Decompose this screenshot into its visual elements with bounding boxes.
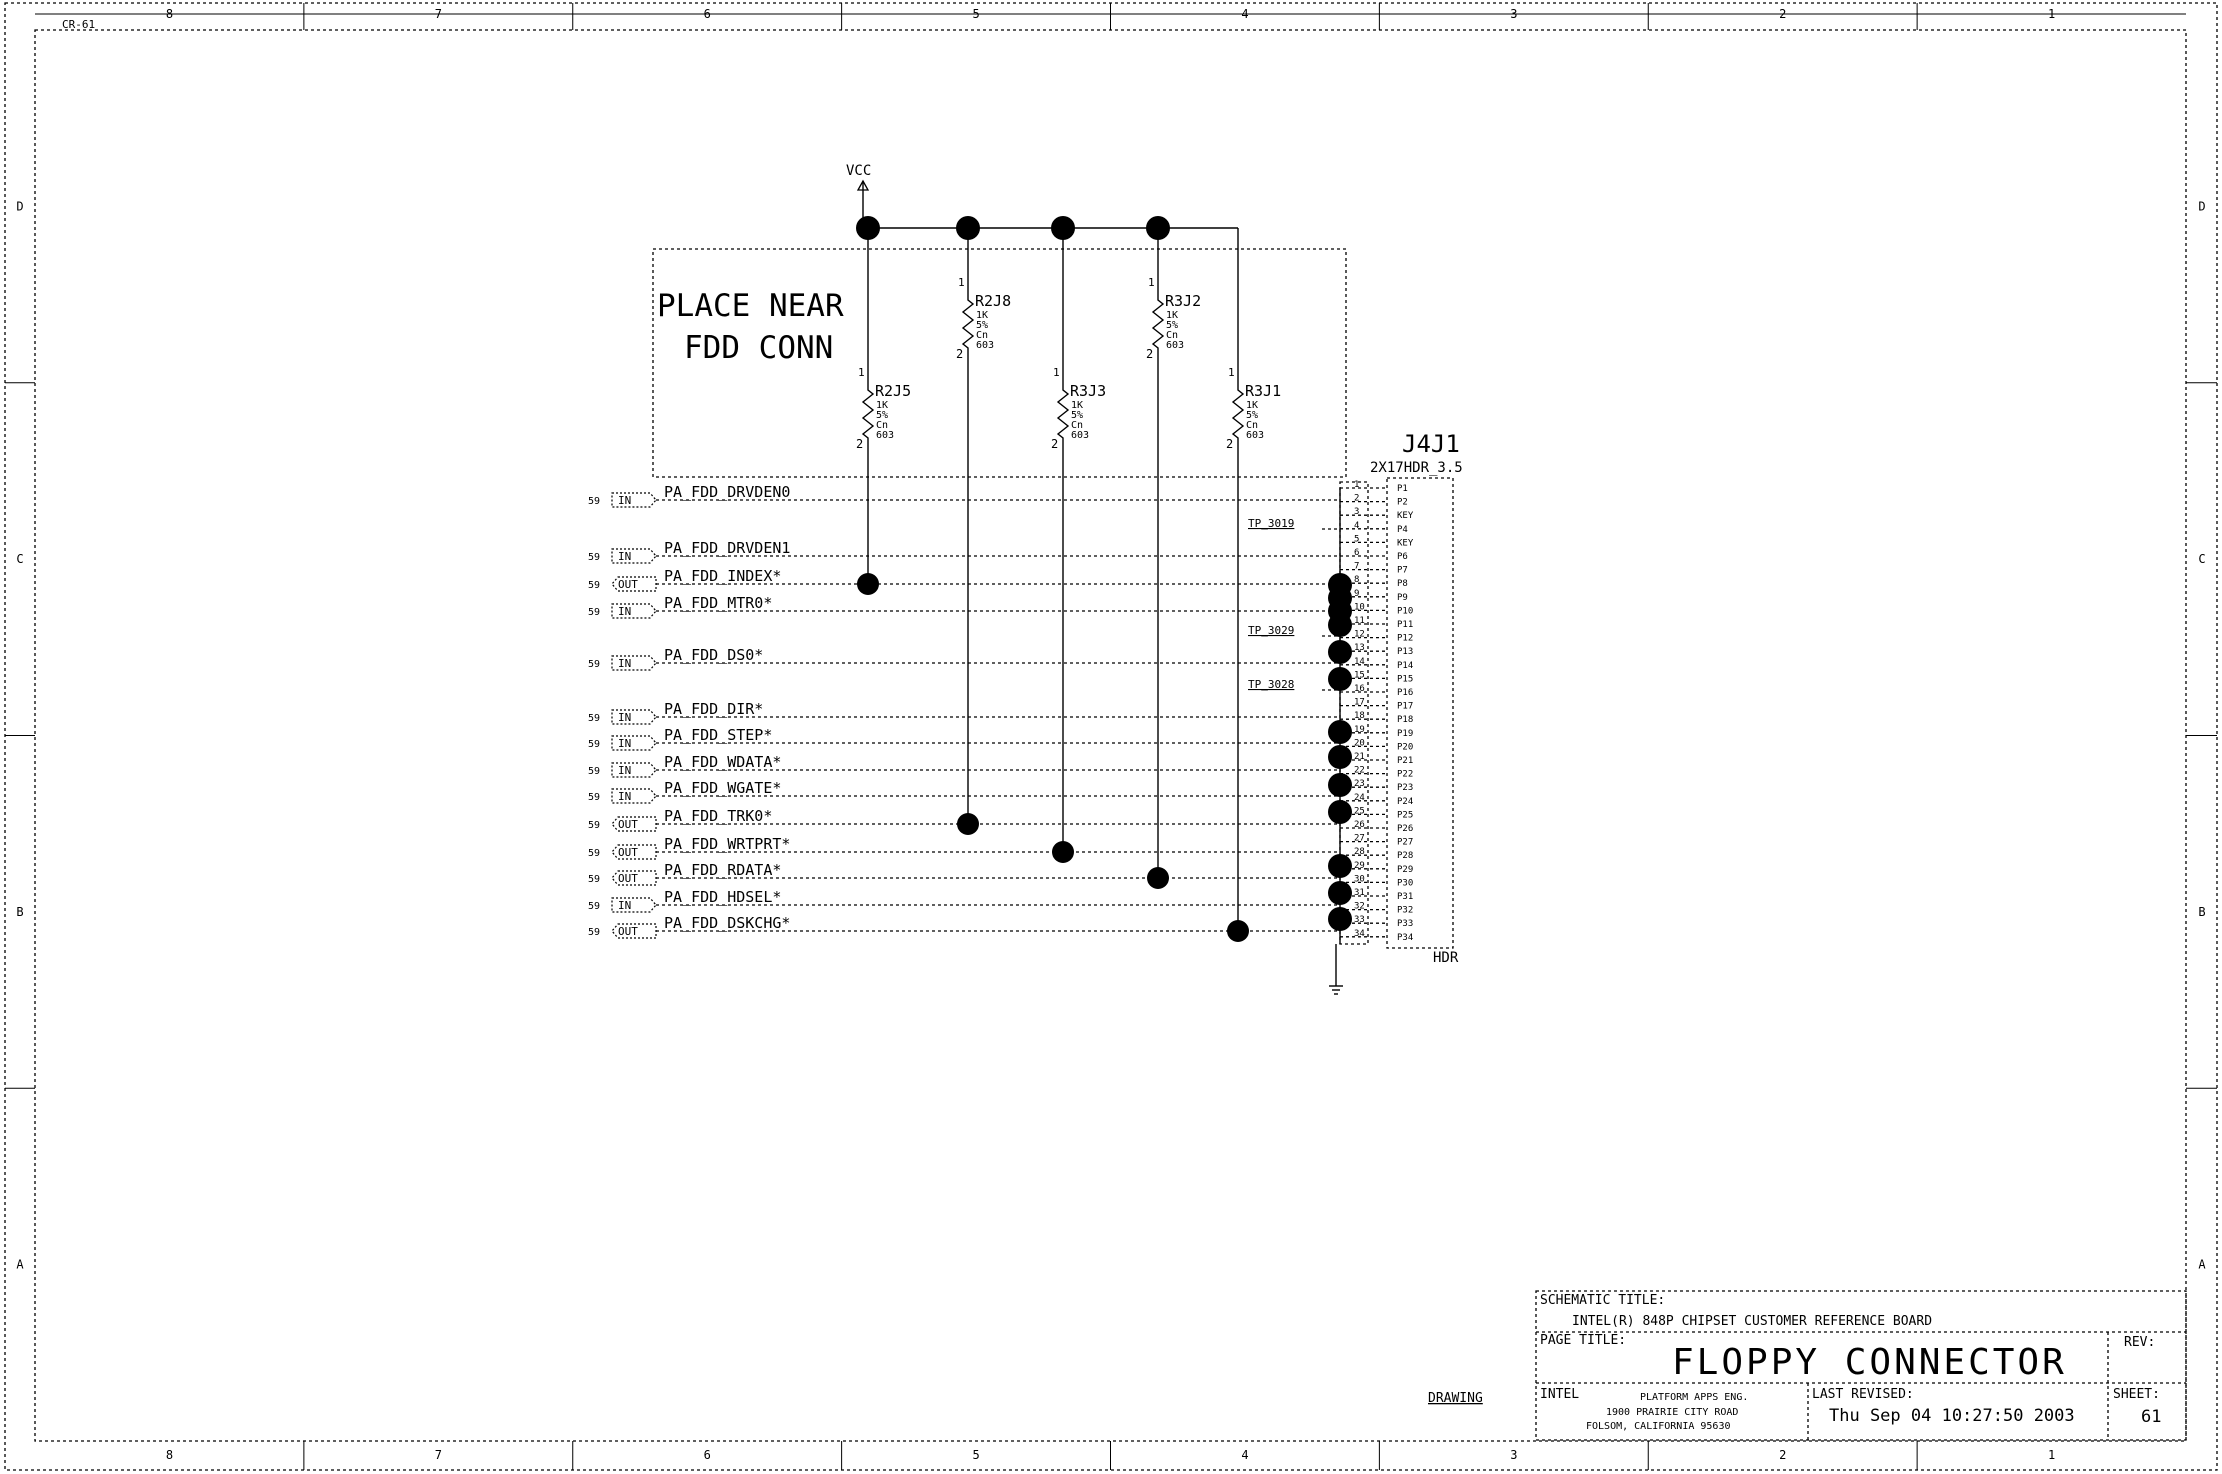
connector-pin-number: 19 [1354,724,1365,735]
connector-pin-number: 2 [1354,493,1360,504]
page-title: FLOPPY CONNECTOR [1672,1342,2067,1383]
connector-pin-number: 12 [1354,629,1365,640]
resistor-size: 603 [1166,340,1185,351]
address-line-2: 1900 PRAIRIE CITY ROAD [1606,1407,1739,1418]
resistor-ref: R3J1 [1245,382,1282,400]
connector-pin-number: 4 [1354,520,1360,531]
resistor-r2j5 [856,366,911,451]
connector-pin-number: 34 [1354,928,1365,939]
connector-pin-name: P6 [1397,552,1408,562]
zone-col-top: 7 [434,7,442,21]
connector-pin-number: 9 [1354,588,1360,599]
zone-row-right: C [2198,552,2206,567]
connector-pin-name: P14 [1397,660,1414,671]
signal-pa-fdd-rdata- [588,861,1340,889]
connector-pin-number: 15 [1354,670,1365,681]
signal-pa-fdd-drvden0 [588,483,1340,507]
zone-col-bottom: 8 [165,1448,174,1462]
ground-junction-dot [1328,667,1352,691]
resistor-tolerance: 5% [1246,410,1259,421]
last-revised-label: LAST REVISED: [1812,1387,1914,1402]
zone-col-top: 2 [1779,7,1787,21]
zone-col-bottom: 3 [1510,1448,1518,1462]
zone-col-top: 3 [1510,7,1518,21]
connector-pin-name: P19 [1397,728,1414,739]
port-direction: OUT [618,578,638,591]
page-title-label: PAGE TITLE: [1540,1333,1627,1348]
sheet-label: SHEET: [2113,1387,2160,1402]
connector-type: HDR [1433,950,1459,966]
zone-col-bottom: 4 [1241,1448,1249,1462]
vcc-label: VCC [846,163,872,179]
resistor-value: 1K [976,310,989,321]
signal-name: PA_FDD_STEP* [664,726,773,744]
connector-pin-number: 17 [1354,697,1365,708]
connector-pin-name: P12 [1397,633,1414,644]
test-point-label: TP_3028 [1248,678,1295,691]
connector-pin-number: 30 [1354,874,1365,885]
connector-pin-number: 1 [1354,480,1360,490]
resistor-pin1: 1 [958,276,965,289]
port-direction: IN [618,711,632,724]
port-direction: OUT [618,872,638,885]
ground-junction-dot [1328,613,1352,637]
ground-junction-dot [1328,640,1352,664]
signal-pa-fdd-dskchg- [588,914,1340,942]
connector-pin-name: P9 [1397,592,1408,603]
connector-pin-number: 11 [1354,616,1365,626]
connector-pin-name: P29 [1397,864,1414,875]
zone-row-left: A [16,1257,24,1272]
port-direction: OUT [618,818,638,831]
connector-pin-name: P15 [1397,674,1414,685]
connector-pin-number: 6 [1354,548,1360,558]
ground-junction-dot [1328,773,1352,797]
connector-pins [1328,480,1414,944]
test-point-label: TP_3029 [1248,624,1295,637]
port-direction: IN [618,550,632,563]
signal-pa-fdd-dir- [588,700,1340,724]
ground-junction-dot [1328,854,1352,878]
connector-pin-name: P7 [1397,565,1408,576]
signal-page-ref: 59 [588,713,601,724]
address-line-3: FOLSOM, CALIFORNIA 95630 [1586,1421,1731,1432]
signal-page-ref: 59 [588,607,601,618]
port-direction: IN [618,605,632,618]
connector-pin-number: 5 [1354,534,1360,545]
zone-markers [5,3,2217,1470]
connector-pin-name: P21 [1397,756,1414,766]
resistor-r3j1 [1226,366,1281,451]
signal-pa-fdd-step- [588,726,1340,750]
connector-ref: J4J1 [1402,430,1460,458]
connector-pin-name: P28 [1397,851,1414,862]
signal-pa-fdd-mtr0- [588,594,1340,618]
port-direction: IN [618,737,632,750]
connector-pin-number: 10 [1354,602,1365,613]
address-line-1: PLATFORM APPS ENG. [1640,1392,1749,1403]
resistor-package: Cn [976,330,989,341]
test-point-label: TP_3019 [1248,517,1295,530]
signal-pa-fdd-ds0- [588,646,1340,670]
signal-name: PA_FDD_RDATA* [664,861,782,879]
signal-junction-dot [1052,841,1074,863]
resistor-tolerance: 5% [976,320,989,331]
signal-page-ref: 59 [588,580,601,591]
resistor-size: 603 [876,430,895,441]
signal-pa-fdd-hdsel- [588,888,1340,912]
zone-col-bottom: 6 [703,1448,711,1462]
connector-pin-name: P10 [1397,606,1414,617]
title-block [1536,1291,2186,1440]
resistor-package: Cn [876,420,889,431]
connector-pin-name: KEY [1397,511,1414,522]
signal-pa-fdd-wgate- [588,779,1340,803]
zone-col-bottom: 1 [2047,1448,2056,1462]
signal-ports [588,483,1340,942]
ground-junction-dot [1328,907,1352,931]
resistor-package: Cn [1071,420,1084,431]
connector-pin-number: 23 [1354,779,1365,790]
zone-col-bottom: 7 [434,1448,442,1462]
connector-pin-number: 13 [1354,643,1365,654]
connector-pin-name: P8 [1397,579,1408,590]
signal-page-ref: 59 [588,820,601,831]
connector-pin-name: P4 [1397,524,1408,535]
resistor-value: 1K [1246,400,1259,411]
ground-junction-dot [1328,745,1352,769]
connector-pin-name: P1 [1397,484,1408,494]
connector-pin-name: P27 [1397,837,1414,848]
connector-pin-number: 27 [1354,833,1365,844]
port-direction: IN [618,657,632,670]
connector-pin-name: P33 [1397,919,1414,930]
connector-pin-number: 33 [1354,915,1365,926]
connector-pin-number: 18 [1354,711,1365,722]
ground-symbol [1329,944,1343,994]
drawing-label: DRAWING [1428,1391,1483,1406]
connector-pin-number: 29 [1354,860,1365,871]
connector-pin-name: P25 [1397,810,1414,821]
connector-pin-name: P26 [1397,824,1414,834]
connector-pin-name: P30 [1397,878,1414,889]
zone-row-left: C [16,552,24,567]
resistor-value: 1K [876,400,889,411]
connector-pin-name: P32 [1397,905,1414,916]
resistor-r3j2 [1146,276,1201,361]
note-line-2: FDD CONN [684,330,834,366]
connector-pin-name: P17 [1397,701,1414,712]
resistor-pin2: 2 [856,437,864,451]
resistor-tolerance: 5% [1071,410,1084,421]
resistor-pin1: 1 [1053,366,1060,379]
resistor-ref: R2J5 [875,382,912,400]
port-direction: IN [618,494,632,507]
connector-pin-name: P24 [1397,796,1414,807]
ground-junction-dot [1328,800,1352,824]
resistor-pin2: 2 [1226,437,1234,451]
signal-page-ref: 59 [588,496,601,507]
schematic-title-label: SCHEMATIC TITLE: [1540,1293,1666,1308]
zone-col-top: 8 [165,7,174,21]
company-name: INTEL [1540,1387,1580,1402]
signal-junction-dot [1147,867,1169,889]
signal-name: PA_FDD_WGATE* [664,779,782,797]
zone-col-bottom: 2 [1779,1448,1787,1462]
signal-page-ref: 59 [588,792,601,803]
connector-pin-name: P2 [1397,497,1408,508]
signal-pa-fdd-wrtprt- [588,835,1340,863]
signal-name: PA_FDD_WRTPRT* [664,835,791,853]
resistor-pin1: 1 [858,366,865,379]
connector-pin-name: P18 [1397,715,1414,726]
resistor-ref: R2J8 [975,292,1012,310]
resistor-package: Cn [1166,330,1179,341]
signal-name: PA_FDD_MTR0* [664,594,773,612]
connector-pin-name: P20 [1397,742,1414,753]
connector-pin-number: 32 [1354,901,1365,912]
connector-pin-name: P13 [1397,647,1414,658]
connector-pin-number: 24 [1354,792,1365,803]
port-direction: IN [618,764,632,777]
connector-pin-name: P31 [1397,892,1414,902]
zone-row-left: D [16,199,24,214]
resistor-r2j8 [956,276,1011,361]
connector-pin-number: 21 [1354,752,1365,762]
sheet-id: CR-61 [62,18,96,31]
resistor-pin2: 2 [1146,347,1154,361]
sheet-frame [5,3,2217,1470]
signal-name: PA_FDD_DRVDEN1 [664,539,791,557]
signal-name: PA_FDD_TRK0* [664,807,773,825]
connector-pin-name: P16 [1397,688,1414,698]
connector-pin-number: 22 [1354,765,1365,776]
resistor-pin1: 1 [1148,276,1155,289]
port-direction: IN [618,899,632,912]
signal-page-ref: 59 [588,927,601,938]
signal-page-ref: 59 [588,901,601,912]
zone-col-top: 4 [1241,7,1249,21]
connector-pin-number: 26 [1354,820,1365,830]
connector-pin-name: KEY [1397,538,1414,549]
signal-pa-fdd-trk0- [588,807,1340,835]
connector-pin-number: 3 [1354,507,1360,518]
zone-row-right: B [2198,904,2206,919]
connector-pin-name: P22 [1397,769,1414,780]
last-revised-date: Thu Sep 04 10:27:50 2003 [1829,1406,2075,1426]
zone-row-left: B [16,904,24,919]
resistor-pin1: 1 [1228,366,1235,379]
resistor-pin2: 2 [1051,437,1059,451]
resistor-ref: R3J3 [1070,382,1107,400]
resistor-value: 1K [1166,310,1179,321]
connector-pin-number: 14 [1354,656,1365,667]
zone-row-right: A [2198,1257,2206,1272]
signal-name: PA_FDD_DRVDEN0 [664,483,791,501]
connector-pin-number: 7 [1354,561,1360,572]
connector-pin-name: P34 [1397,932,1414,943]
signal-page-ref: 59 [588,659,601,670]
sheet-number: 61 [2141,1407,2162,1427]
resistor-size: 603 [1246,430,1265,441]
signal-junction-dot [857,573,879,595]
zone-col-top: 1 [2047,7,2056,21]
resistor-tolerance: 5% [876,410,889,421]
port-direction: OUT [618,925,638,938]
signal-pa-fdd-drvden1 [588,539,1340,563]
port-direction: IN [618,790,632,803]
connector-pin-number: 25 [1354,806,1365,817]
connector-pin-name: P11 [1397,620,1414,630]
connector-part: 2X17HDR_3.5 [1370,460,1463,476]
placement-note [653,249,1346,477]
zone-col-top: 5 [972,7,980,21]
port-direction: OUT [618,846,638,859]
test-points [1248,517,1340,691]
rev-label: REV: [2124,1335,2156,1350]
schematic-title: INTEL(R) 848P CHIPSET CUSTOMER REFERENCE BOARD [1572,1314,1933,1329]
note-line-1: PLACE NEAR [657,288,844,324]
signal-page-ref: 59 [588,552,601,563]
connector-pin-number: 16 [1354,684,1365,694]
signal-page-ref: 59 [588,848,601,859]
zone-row-right: D [2198,199,2206,214]
signal-junction-dot [1227,920,1249,942]
signal-name: PA_FDD_DIR* [664,700,764,718]
connector-pin-number: 8 [1354,575,1360,586]
connector-pin-number: 31 [1354,888,1365,898]
signal-pa-fdd-wdata- [588,753,1340,777]
signal-name: PA_FDD_INDEX* [664,567,782,585]
resistor-size: 603 [976,340,995,351]
signal-page-ref: 59 [588,874,601,885]
zone-col-top: 6 [703,7,711,21]
ground-junction-dot [1328,720,1352,744]
resistor-size: 603 [1071,430,1090,441]
resistor-value: 1K [1071,400,1084,411]
resistor-tolerance: 5% [1166,320,1179,331]
signal-junction-dot [957,813,979,835]
connector-pin-name: P23 [1397,783,1414,794]
resistor-ref: R3J2 [1165,292,1202,310]
zone-col-bottom: 5 [972,1448,980,1462]
floppy-connector [1328,430,1463,966]
ground-junction-dot [1328,881,1352,905]
signal-name: PA_FDD_HDSEL* [664,888,782,906]
signal-name: PA_FDD_DSKCHG* [664,914,791,932]
resistor-package: Cn [1246,420,1259,431]
signal-page-ref: 59 [588,766,601,777]
signal-page-ref: 59 [588,739,601,750]
signal-name: PA_FDD_WDATA* [664,753,782,771]
signal-pa-fdd-index- [588,567,1340,595]
resistor-pin2: 2 [956,347,964,361]
pullup-resistors [856,276,1281,451]
connector-pin-number: 28 [1354,847,1365,858]
connector-pin-number: 20 [1354,738,1365,749]
resistor-r3j3 [1051,366,1106,451]
signal-name: PA_FDD_DS0* [664,646,764,664]
